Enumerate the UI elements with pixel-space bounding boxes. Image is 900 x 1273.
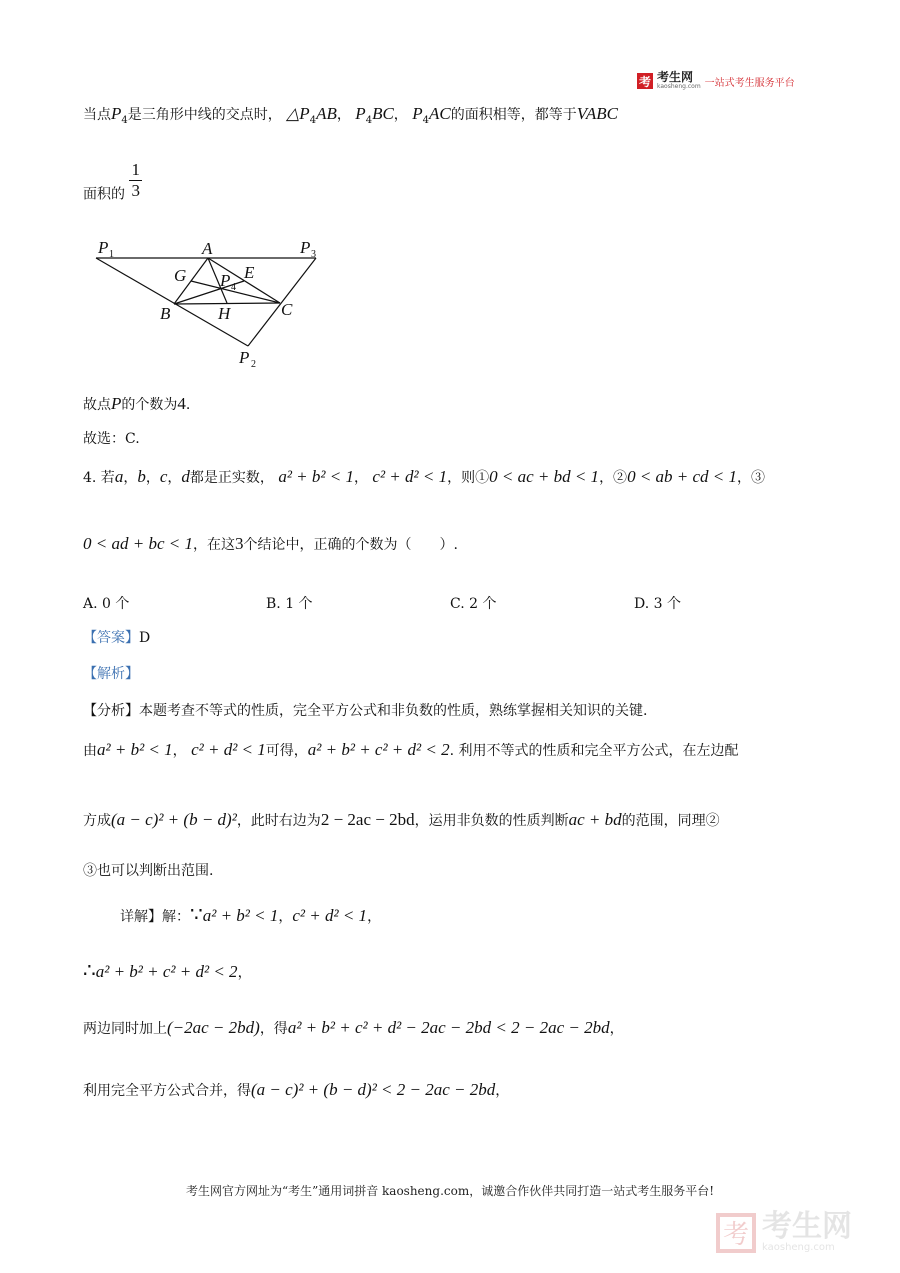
para-choice: 故选：C. — [83, 431, 140, 447]
text: ， — [167, 470, 182, 486]
math-expr: a² + b² < 1 — [278, 467, 354, 486]
option-d[interactable]: D. 3 个 — [634, 596, 681, 612]
fraction-numerator: 1 — [131, 160, 140, 179]
detail-line-4 — [83, 1080, 509, 1100]
label-sub: 2 — [251, 359, 256, 370]
label-p2: P — [239, 348, 250, 367]
math-var: b — [137, 467, 146, 486]
question-4-line-1 — [83, 467, 765, 487]
option-a[interactable]: A. 0 个 — [83, 596, 130, 612]
text: 详解】解： — [120, 909, 190, 925]
math-expr: (a − c)² + (b − d)² < 2 − 2ac − 2bd — [251, 1080, 496, 1099]
detail-line-3 — [83, 1018, 624, 1038]
math-expr: (a − c)² + (b − d)² — [111, 810, 237, 829]
logo-slogan: 一站式考生服务平台 — [704, 77, 795, 89]
text: 是三角形中线的交点时， — [127, 107, 282, 123]
text: ， — [367, 909, 382, 925]
math-var: a — [114, 467, 124, 486]
math-sub: 4 — [309, 114, 317, 126]
footer-text: 考生网官方网址为“考生”通用词拼音 kaosheng.com，诚邀合作伙伴共同打造一站式考生服务平台! — [185, 1184, 715, 1198]
text: . 利用不等式的性质和完全平方公式，在左边配 — [449, 743, 739, 759]
text: 两边同时加上 — [83, 1021, 167, 1037]
math-symbol: ∴ — [83, 960, 96, 982]
math-triangle: P — [412, 104, 423, 123]
math-sub: 4 — [365, 114, 373, 126]
fraction-denominator: 3 — [131, 181, 140, 200]
analysis-label: 【解析】 — [83, 666, 139, 682]
logo-name: 考生网 — [657, 70, 694, 84]
para-p4-centroid — [83, 104, 618, 126]
math-sub: 4 — [422, 114, 430, 126]
text: 的个数为 — [121, 397, 178, 413]
math-var: P — [111, 104, 122, 123]
triangle-figure — [88, 236, 320, 370]
math-expr: 2 − 2ac − 2bd — [320, 810, 415, 829]
math-expr: c² + d² < 1 — [292, 906, 368, 925]
text: 利用完全平方公式合并，得 — [83, 1083, 251, 1099]
math-expr: ac + bd — [568, 810, 622, 829]
text: 方成 — [83, 813, 111, 829]
label-p4: P — [220, 271, 231, 290]
math-expr: c² + d² < 1 — [372, 467, 448, 486]
text: 的范围，同理② — [621, 813, 720, 829]
watermark-domain: kaosheng.com — [762, 1242, 835, 1253]
label-sub: 4 — [231, 282, 236, 293]
math-var: d — [181, 467, 190, 486]
math-expr: a² + b² + c² + d² < 2 — [307, 740, 450, 759]
label-b: B — [160, 304, 171, 323]
answer-label: 【答案】 — [83, 630, 139, 646]
text: ， — [609, 1021, 624, 1037]
text: ， — [145, 470, 160, 486]
math-var: AB — [316, 104, 337, 123]
label-p1: P — [98, 238, 109, 257]
label-p3: P — [300, 238, 311, 257]
text: ， — [172, 743, 187, 759]
solution-line-2 — [83, 810, 720, 830]
text: ，② — [599, 470, 628, 486]
math-triangle: VABC — [576, 104, 618, 123]
label-e: E — [244, 263, 255, 282]
math-var: BC — [372, 104, 394, 123]
math-var: P — [111, 394, 122, 413]
text: 面积的 — [83, 186, 125, 203]
text: ， — [336, 107, 351, 123]
question-4-line-2 — [83, 534, 458, 554]
solution-line-1 — [83, 740, 739, 760]
label-sub: 3 — [311, 249, 316, 260]
math-expr: a² + b² + c² + d² − 2ac − 2bd < 2 − 2ac − 2bd — [287, 1018, 610, 1037]
watermark-name: 考生网 — [762, 1209, 852, 1244]
math-num: 4 — [177, 394, 186, 413]
label-h: H — [218, 304, 231, 323]
text: ，得 — [259, 1021, 288, 1037]
para-point-count — [83, 394, 190, 414]
answer-value: D — [139, 630, 151, 646]
question-number: 4. 若 — [83, 470, 115, 486]
text: 可得， — [265, 743, 308, 759]
text: ， — [353, 470, 368, 486]
analysis-summary: 【分析】本题考查不等式的性质，完全平方公式和非负数的性质，熟练掌握相关知识的关键. — [83, 703, 648, 719]
text: . — [185, 397, 191, 413]
math-var: AC — [429, 104, 451, 123]
text: ，则① — [447, 470, 490, 486]
text: ，③ — [737, 470, 766, 486]
math-triangle: P — [355, 104, 366, 123]
math-symbol: ∵ — [190, 904, 203, 926]
math-num: 3 — [234, 534, 244, 553]
math-sub: 4 — [121, 114, 128, 126]
math-expr: a² + b² < 1 — [202, 906, 279, 925]
answer-line — [83, 627, 150, 647]
math-expr: 0 < ad + bc < 1 — [83, 534, 193, 553]
label-sub: 1 — [109, 249, 114, 260]
label-a: A — [202, 239, 213, 258]
math-expr: a² + b² + c² + d² < 2 — [95, 962, 238, 981]
solution-line-3: ③也可以判断出范围. — [83, 863, 214, 879]
text: ，此时右边为 — [236, 813, 321, 829]
text: 的面积相等，都等于 — [450, 107, 577, 123]
math-var: c — [159, 467, 168, 486]
math-expr: 0 < ac + bd < 1 — [489, 467, 600, 486]
detail-line-1 — [120, 902, 381, 927]
header-logo — [637, 72, 795, 90]
math-expr: a² + b² < 1 — [97, 740, 173, 759]
text: 都是正实数， — [189, 470, 274, 486]
math-triangle: △P — [286, 104, 310, 123]
text: ，在这 — [192, 537, 235, 553]
detail-line-2 — [83, 958, 252, 983]
math-expr: c² + d² < 1 — [191, 740, 266, 759]
text: 故点 — [83, 397, 111, 413]
para-one-third — [83, 160, 142, 204]
watermark-icon: 考 — [716, 1213, 756, 1253]
text: ， — [237, 965, 252, 981]
math-expr: 0 < ab + cd < 1 — [627, 467, 738, 486]
text: 当点 — [83, 107, 111, 123]
logo-domain: kaosheng.com — [657, 83, 701, 90]
text: ， — [278, 909, 293, 925]
text: 个结论中，正确的个数为（ ）. — [243, 537, 458, 553]
text: ， — [393, 107, 408, 123]
math-expr: (−2ac − 2bd) — [167, 1018, 260, 1037]
watermark — [716, 1209, 852, 1253]
text: ， — [495, 1083, 510, 1099]
fraction — [129, 160, 142, 201]
label-c: C — [281, 300, 293, 319]
option-c[interactable]: C. 2 个 — [450, 596, 497, 612]
logo-icon: 考 — [638, 74, 651, 89]
text: ，运用非负数的性质判断 — [414, 813, 569, 829]
text: ， — [123, 470, 138, 486]
text: 由 — [83, 743, 97, 759]
label-g: G — [174, 266, 187, 285]
option-b[interactable]: B. 1 个 — [266, 596, 313, 612]
